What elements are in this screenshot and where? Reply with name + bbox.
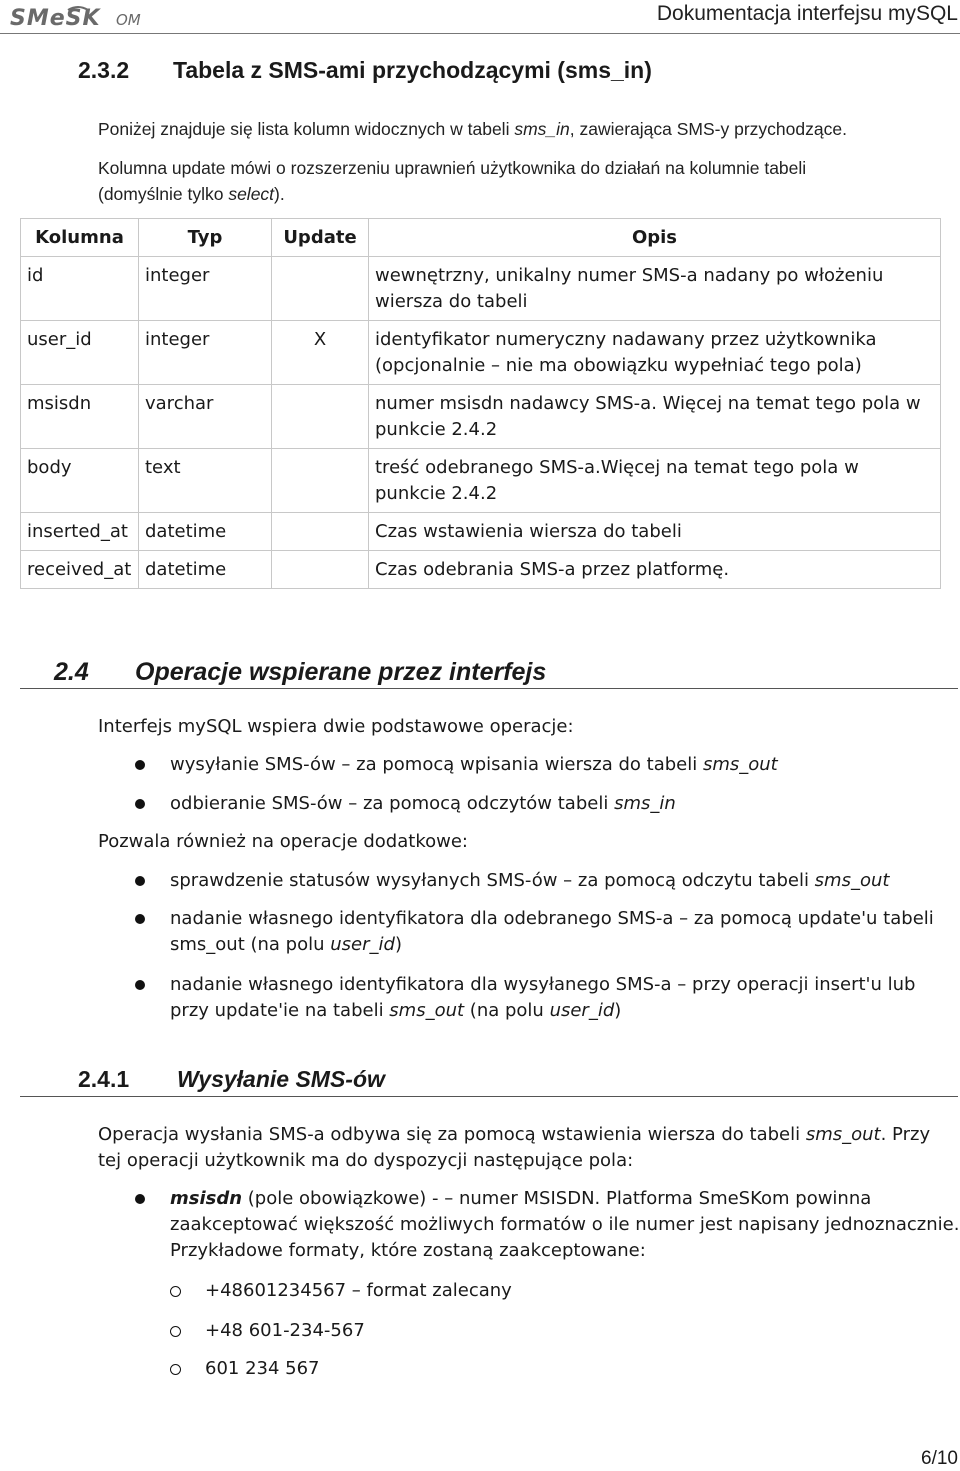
section-heading-24	[0, 656, 960, 690]
header-opis: Opis	[369, 219, 941, 257]
table-row	[21, 513, 941, 551]
table-name: sms_in	[614, 793, 676, 814]
table-row	[21, 321, 941, 385]
cell-type: varchar	[139, 385, 272, 449]
cell-desc: Czas wstawienia wiersza do tabeli	[369, 513, 941, 551]
page-header	[0, 0, 960, 34]
update-paragraph	[98, 155, 958, 207]
cell-desc: Czas odebrania SMS-a przez platformę.	[369, 551, 941, 589]
text-fragment: (na polu	[464, 1000, 550, 1021]
cell-type: text	[139, 449, 272, 513]
format-item: 601 234 567	[205, 1358, 320, 1379]
list-item	[170, 972, 960, 1024]
section-number: 2.3.2	[78, 57, 130, 83]
cell-update	[272, 385, 369, 449]
table-name: sms_out	[389, 1000, 465, 1021]
text-fragment: Operacja wysłania SMS-a odbywa się za pomocą wstawienia wiersza do tabeli	[98, 1124, 806, 1145]
text-fragment: odbieranie SMS-ów – za pomocą odczytów tabeli	[170, 793, 615, 814]
keyword: select	[228, 184, 275, 204]
section-title: Operacje wspierane przez interfejs	[135, 658, 547, 686]
bullet-icon	[135, 914, 145, 924]
table-row	[21, 257, 941, 321]
circle-bullet-icon	[170, 1326, 181, 1337]
sending-paragraph	[98, 1122, 958, 1174]
text-fragment: nadanie własnego identyfikatora dla wysyłanego SMS-a – przy operacji insert'u lub przy update'ie na tabeli	[170, 974, 916, 1021]
document-title: Dokumentacja interfejsu mySQL	[656, 2, 958, 25]
bullet-icon	[135, 799, 145, 809]
cell-desc: numer msisdn nadawcy SMS-a. Więcej na temat tego pola w punkcie 2.4.2	[369, 385, 941, 449]
bullet-icon	[135, 980, 145, 990]
heading-rule	[20, 1096, 958, 1097]
cell-update	[272, 257, 369, 321]
text-fragment: wysyłanie SMS-ów – za pomocą wpisania wiersza do tabeli	[170, 754, 703, 775]
cell-desc: identyfikator numeryczny nadawany przez użytkownika (opcjonalnie – nie ma obowiązku wypełniać tego pola)	[369, 321, 941, 385]
bullet-icon	[135, 760, 145, 770]
cell-update: X	[272, 321, 369, 385]
header-divider	[0, 33, 960, 34]
cell-type: integer	[139, 321, 272, 385]
bullet-icon	[135, 876, 145, 886]
text-fragment: )	[614, 1000, 622, 1021]
cell-update	[272, 513, 369, 551]
text-fragment: (domyślnie tylko	[98, 184, 229, 204]
text-fragment: Kolumna update mówi o rozszerzeniu uprawnień użytkownika do działań na kolumnie tabeli	[98, 158, 807, 178]
smeskom-logo	[8, 2, 168, 30]
bullet-icon	[135, 1194, 145, 1204]
text-fragment: ).	[274, 184, 285, 204]
list-item	[170, 906, 960, 958]
text-fragment: Poniżej znajduje się lista kolumn widocznych w tabeli	[98, 119, 515, 139]
section-number: 2.4.1	[78, 1066, 130, 1092]
field-name: msisdn	[170, 1188, 243, 1209]
field-name: user_id	[330, 934, 395, 955]
columns-table	[20, 218, 941, 589]
header-typ: Typ	[139, 219, 272, 257]
table-name: sms_in	[514, 119, 570, 139]
section-title: Tabela z SMS-ami przychodzącymi (sms_in)	[173, 57, 652, 83]
circle-bullet-icon	[170, 1286, 181, 1297]
section-heading-241	[0, 1064, 960, 1098]
table-header-row	[21, 219, 941, 257]
header-update: Update	[272, 219, 369, 257]
list-item	[170, 868, 960, 894]
table-name: sms_out	[702, 754, 778, 775]
circle-bullet-icon	[170, 1364, 181, 1375]
field-name: user_id	[549, 1000, 615, 1021]
table-row	[21, 385, 941, 449]
cell-column: msisdn	[21, 385, 139, 449]
cell-desc: wewnętrzny, unikalny numer SMS-a nadany po włożeniu wiersza do tabeli	[369, 257, 941, 321]
section-title: Wysyłanie SMS-ów	[177, 1066, 385, 1092]
cell-column: id	[21, 257, 139, 321]
table-row	[21, 551, 941, 589]
format-item: +48 601-234-567	[205, 1320, 365, 1341]
cell-column: received_at	[21, 551, 139, 589]
cell-desc: treść odebranego SMS-a.Więcej na temat tego pola w punkcie 2.4.2	[369, 449, 941, 513]
cell-type: integer	[139, 257, 272, 321]
operations-intro: Interfejs mySQL wspiera dwie podstawowe operacje:	[98, 716, 574, 737]
cell-column: body	[21, 449, 139, 513]
svg-text:SMeSK: SMeSK	[10, 6, 101, 30]
section-number: 2.4	[54, 658, 89, 686]
svg-text:OM: OM	[116, 11, 141, 29]
table-row	[21, 449, 941, 513]
format-item: +48601234567 – format zalecany	[205, 1280, 512, 1301]
list-item-msisdn	[170, 1186, 960, 1264]
text-fragment: . Przy tej operacji użytkownik ma do dyspozycji następujące pola:	[98, 1124, 931, 1171]
section-heading-232	[78, 57, 958, 87]
text-fragment: (pole obowiązkowe) - – numer MSISDN. Platforma SmeSKom powinna zaakceptować większość możliwych formatów o ile numer jest napisany jednoznacznie. Przykładowe formaty, które zostaną zaakceptowane:	[170, 1188, 960, 1261]
header-kolumna: Kolumna	[21, 219, 139, 257]
list-item	[170, 791, 960, 817]
text-fragment: sprawdzenie statusów wysyłanych SMS-ów – za pomocą odczytu tabeli	[170, 870, 815, 891]
heading-rule	[20, 688, 958, 689]
text-fragment: )	[394, 934, 402, 955]
cell-column: inserted_at	[21, 513, 139, 551]
table-name: sms_out	[805, 1124, 881, 1145]
extra-operations-intro: Pozwala również na operacje dodatkowe:	[98, 831, 468, 852]
cell-type: datetime	[139, 551, 272, 589]
cell-type: datetime	[139, 513, 272, 551]
page-number: 6/10	[921, 1448, 958, 1469]
list-item	[170, 752, 960, 778]
cell-update	[272, 449, 369, 513]
text-fragment: , zawierająca SMS-y przychodzące.	[569, 119, 847, 139]
table-name: sms_out	[814, 870, 890, 891]
cell-column: user_id	[21, 321, 139, 385]
intro-paragraph	[98, 116, 958, 142]
text-fragment: nadanie własnego identyfikatora dla odebranego SMS-a – za pomocą update'u tabeli sms_out (na polu	[170, 908, 934, 955]
cell-update	[272, 551, 369, 589]
